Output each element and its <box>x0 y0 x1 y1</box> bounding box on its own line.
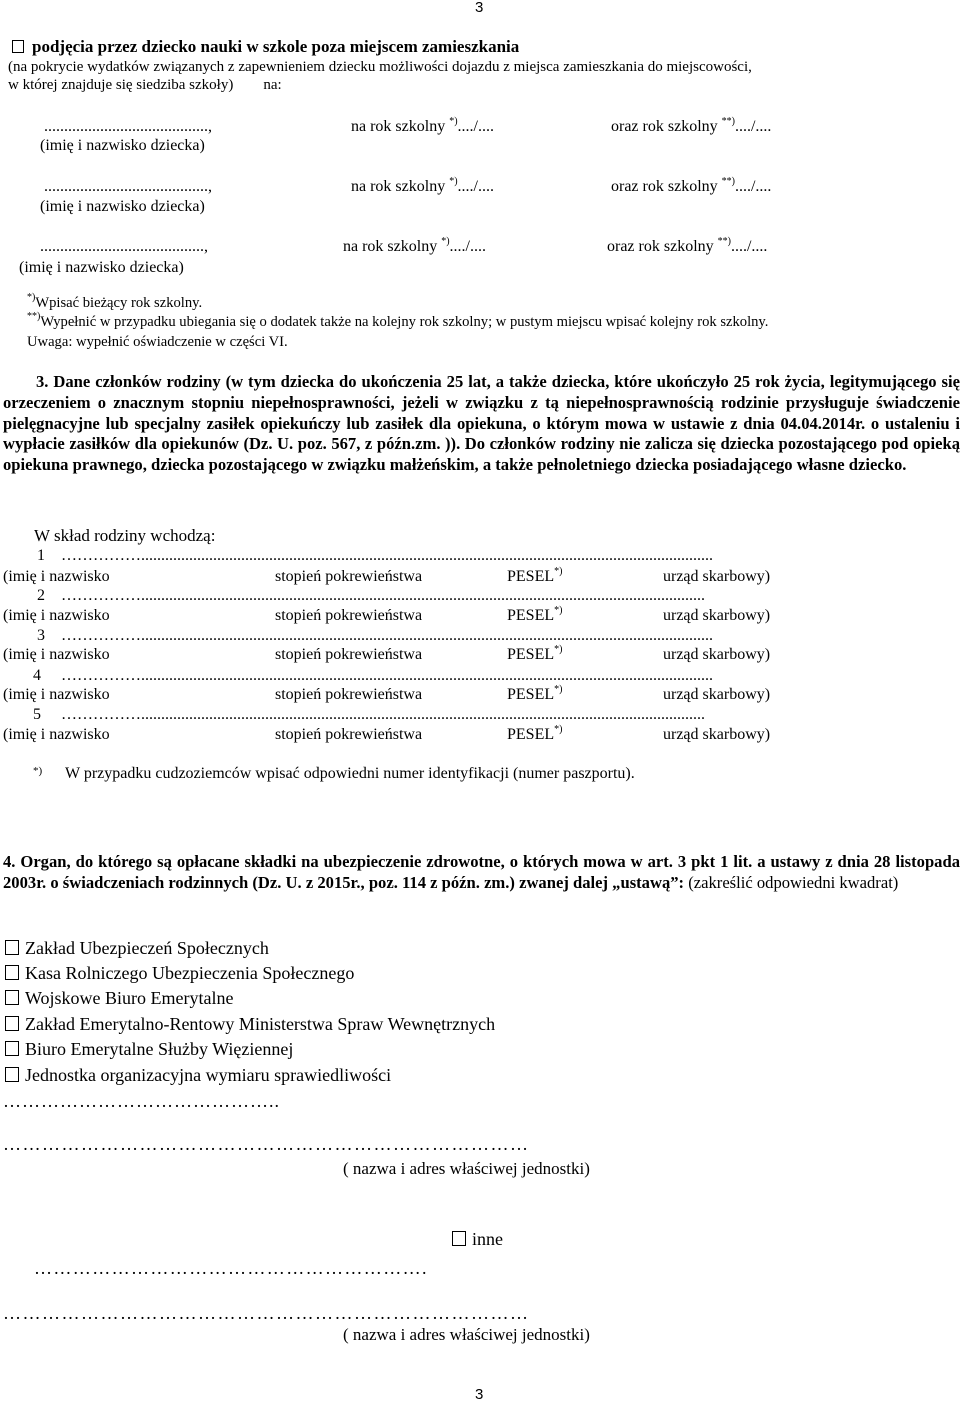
option-other[interactable]: inne <box>452 1229 503 1250</box>
member-entry-line[interactable]: 1 ……………............................................................................................................................................... <box>37 547 713 564</box>
section3-description: 3. Dane członków rodziny (w tym dziecka do ukończenia 25 lat, a także dziecka, które ukończyło 25 rok życia, legitymującego się orzeczeniem o znacznym stopniu niepełnosprawności, jeżeli w związku z tą niepełnosprawnością rodzinie przysługuje świadczenie pielęgnacyjne lub specjalny zasiłek opiekuńczy lub zasiłek dla opiekuna, o którym mowa w ustawie z dnia 04.04.2014r. o ustaleniu i wypłacie zasiłków dla opiekunów (Dz. U. poz. 567, z późn.zm. )). Do członków rodziny nie zalicza się dziecka pozostającego pod opieką opiekuna prawnego, dziecka pozostającego w związku małżeńskim, a także pełnoletniego dziecka posiadającego własne dziecko. <box>3 372 960 475</box>
school-year-field[interactable]: na rok szkolny *)..../.... <box>351 176 494 195</box>
member-col-name: (imię i nazwisko <box>3 646 110 663</box>
next-school-year-field[interactable]: oraz rok szkolny **)..../.... <box>611 116 772 135</box>
member-col-pesel: PESEL*) <box>507 684 563 703</box>
checkbox-krus[interactable] <box>5 965 19 980</box>
family-heading: W skład rodziny wchodzą: <box>34 526 216 545</box>
option-krus[interactable]: Kasa Rolniczego Ubezpieczenia Społecznego <box>5 963 354 984</box>
member-col-pesel: PESEL*) <box>507 644 563 663</box>
other-unit-caption: ( nazwa i adres właściwej jednostki) <box>343 1325 590 1344</box>
other-unit-dots-2[interactable]: ……………………………………………………………………… <box>3 1303 530 1323</box>
member-entry-line[interactable]: 3 ……………............................................................................................................................................... <box>37 627 713 644</box>
member-col-name: (imię i nazwisko <box>3 726 110 743</box>
next-school-year-field[interactable]: oraz rok szkolny **)..../.... <box>611 176 772 195</box>
member-entry-line[interactable]: 2 ……………............................................................................................................................................. <box>37 587 705 604</box>
option-zus[interactable]: Zakład Ubezpieczeń Społecznych <box>5 938 269 959</box>
school-year-field[interactable]: na rok szkolny *)..../.... <box>351 116 494 135</box>
footnote-foreigner: W przypadku cudzoziemców wpisać odpowiedni numer identyfikacji (numer paszportu). <box>65 765 635 782</box>
school-year-field[interactable]: na rok szkolny *)..../.... <box>343 236 486 255</box>
checkbox-justice-unit[interactable] <box>5 1067 19 1082</box>
child-row-dots[interactable]: ........................................., <box>44 178 212 195</box>
member-col-pesel: PESEL*) <box>507 566 563 585</box>
footnote-next-year: **)Wypełnić w przypadku ubiegania się o dodatek także na kolejny rok szkolny; w pustym miejscu wpisać kolejny rok szkolny. <box>27 311 769 330</box>
page-number-top: 3 <box>475 0 484 16</box>
checkbox-other[interactable] <box>452 1231 466 1246</box>
member-entry-line[interactable]: 4 ……………............................................................................................................................................... <box>33 667 713 684</box>
page-number-bottom: 3 <box>475 1386 484 1403</box>
child-name-caption: (imię i nazwisko dziecka) <box>19 259 184 276</box>
checkbox-zus[interactable] <box>5 940 19 955</box>
school-description-line3 <box>8 77 282 94</box>
child-row-dots[interactable]: ........................................., <box>40 238 208 255</box>
option-zer-mswia[interactable]: Zakład Emerytalno-Rentowy Ministerstwa Spraw Wewnętrznych <box>5 1014 495 1035</box>
member-col-tax-office: urząd skarbowy) <box>663 568 771 585</box>
option-besw[interactable]: Biuro Emerytalne Służby Więziennej <box>5 1039 293 1060</box>
section4-description <box>3 851 960 893</box>
next-school-year-field[interactable]: oraz rok szkolny **)..../.... <box>607 236 768 255</box>
footnote-attention: Uwaga: wypełnić oświadczenie w części VI. <box>27 334 288 350</box>
member-col-pesel: PESEL*) <box>507 605 563 624</box>
footnote-foreigner-mark: *) <box>33 765 43 777</box>
member-col-tax-office: urząd skarbowy) <box>663 726 771 743</box>
school-line3-na: na: <box>263 77 282 93</box>
checkbox-zer-mswia[interactable] <box>5 1016 19 1031</box>
member-col-name: (imię i nazwisko <box>3 607 110 624</box>
justice-unit-caption: ( nazwa i adres właściwej jednostki) <box>343 1159 590 1178</box>
member-col-tax-office: urząd skarbowy) <box>663 646 771 663</box>
member-col-tax-office: urząd skarbowy) <box>663 686 771 703</box>
checkbox-besw[interactable] <box>5 1041 19 1056</box>
checkbox-school[interactable] <box>12 40 24 53</box>
member-entry-line[interactable]: 5 ……………............................................................................................................................................. <box>33 706 705 723</box>
option-justice-unit[interactable]: Jednostka organizacyjna wymiaru sprawiedliwości <box>5 1065 391 1086</box>
school-heading <box>12 37 519 57</box>
member-col-pesel: PESEL*) <box>507 724 563 743</box>
section4-text: 4. Organ, do którego są opłacane składki na ubezpieczenie zdrowotne, o których mowa w art. 3 pkt 1 lit. a ustawy z dnia 28 listopada 2003r. o świadczeniach rodzinnych (Dz. U. z 2015r., poz. 114 z późn. zm.) zwanej dalej „ustawą”: <box>3 852 960 892</box>
member-col-relation: stopień pokrewieństwa <box>275 568 423 585</box>
child-name-caption: (imię i nazwisko dziecka) <box>40 198 205 215</box>
footnote-current-year: *)Wpisać bieżący rok szkolny. <box>27 292 203 311</box>
member-col-relation: stopień pokrewieństwa <box>275 686 423 703</box>
school-description-line2: (na pokrycie wydatków związanych z zapewnieniem dziecku możliwości dojazdu z miejsca zamieszkania do miejscowości, <box>8 59 752 75</box>
school-line3-text: w której znajduje się siedziba szkoły) <box>8 77 234 93</box>
member-col-relation: stopień pokrewieństwa <box>275 607 423 624</box>
child-name-caption: (imię i nazwisko dziecka) <box>40 137 205 154</box>
member-col-tax-office: urząd skarbowy) <box>663 607 771 624</box>
justice-unit-dots-2[interactable]: ……………………………………………………………………… <box>3 1134 530 1154</box>
option-wbe[interactable]: Wojskowe Biuro Emerytalne <box>5 988 234 1009</box>
justice-unit-dots-1[interactable]: …………………………………….. <box>3 1091 280 1111</box>
other-unit-dots-1[interactable]: ……………………………………………………. <box>34 1258 428 1278</box>
school-heading-text: podjęcia przez dziecko nauki w szkole poza miejscem zamieszkania <box>32 37 520 56</box>
section4-instruction: (zakreślić odpowiedni kwadrat) <box>688 873 899 892</box>
child-row-dots[interactable]: ........................................., <box>44 118 212 135</box>
checkbox-wbe[interactable] <box>5 990 19 1005</box>
member-col-name: (imię i nazwisko <box>3 568 110 585</box>
member-col-relation: stopień pokrewieństwa <box>275 646 423 663</box>
member-col-name: (imię i nazwisko <box>3 686 110 703</box>
member-col-relation: stopień pokrewieństwa <box>275 726 423 743</box>
